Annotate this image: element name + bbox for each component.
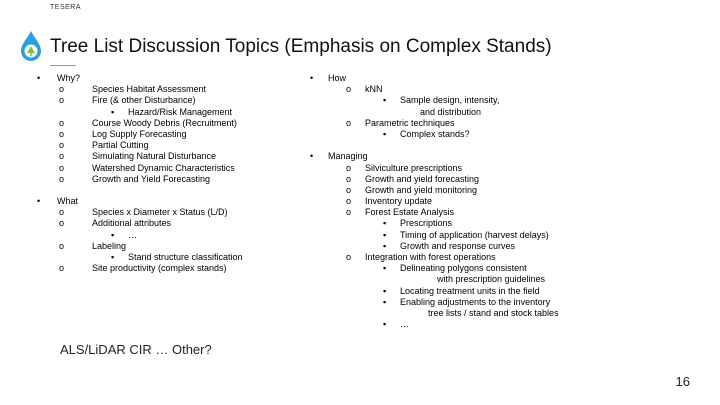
bullet-icon: o	[346, 162, 352, 173]
outline-item-text: Delineating polygons consistent	[400, 263, 527, 274]
outline-item-text: Inventory update	[365, 196, 433, 207]
outline-item-text: Managing	[328, 151, 368, 162]
outline-item-text: Growth and yield monitoring	[365, 184, 478, 195]
outline-item-text: Complex stands?	[400, 128, 470, 139]
outline-item-text: Parametric techniques	[365, 117, 455, 128]
outline-item-text: and distribution	[420, 106, 482, 117]
bullet-icon: ▪	[111, 229, 115, 240]
outline-item-text: Enabling adjustments to the inventory	[400, 296, 551, 307]
bullet-icon: ▪	[383, 285, 387, 296]
outline-item-text: Why?	[57, 73, 81, 83]
bullet-icon: o	[59, 151, 65, 162]
bullet-icon: ▪	[383, 218, 387, 229]
page-number: 16	[675, 374, 690, 389]
outline-item-text: …	[128, 229, 137, 240]
outline-item-text: How	[328, 73, 347, 83]
bullet-icon: o	[59, 263, 65, 274]
title-underline	[50, 65, 76, 66]
brand-name: TESERA	[50, 4, 82, 11]
bullet-icon: o	[59, 218, 65, 229]
outline-item-text: Hazard/Risk Management	[128, 106, 233, 117]
bullet-icon: ▪	[383, 229, 387, 240]
outline-item-text: Species Habitat Assessment	[92, 84, 207, 95]
bullet-icon: •	[37, 196, 41, 207]
bullet-icon: o	[346, 84, 352, 95]
outline-item-text: Sample design, intensity,	[400, 95, 500, 106]
tesera-logo-icon	[18, 30, 44, 62]
bullet-icon: o	[59, 207, 65, 218]
outline-item-text: tree lists / stand and stock tables	[428, 307, 559, 318]
bullet-icon: o	[346, 117, 352, 128]
bullet-icon: ▪	[383, 95, 387, 106]
outline-item-text: …	[400, 319, 409, 330]
bullet-icon: o	[59, 117, 65, 128]
page-title: Tree List Discussion Topics (Emphasis on Complex Stands)	[50, 36, 552, 57]
bullet-icon: o	[59, 128, 65, 139]
bullet-icon: o	[346, 184, 352, 195]
bullet-icon: •	[310, 73, 314, 83]
outline-item-text: Growth and response curves	[400, 240, 516, 251]
outline-item-text: Log Supply Forecasting	[92, 128, 187, 139]
bullet-icon: o	[59, 162, 65, 173]
outline-item-text: Silviculture prescriptions	[365, 162, 463, 173]
outline-item-text: Stand structure classification	[128, 252, 243, 262]
bullet-icon: o	[59, 140, 65, 151]
outline-item-text: Growth and yield forecasting	[365, 173, 480, 184]
bullet-icon: o	[346, 196, 352, 207]
bullet-icon: o	[59, 84, 65, 95]
bullet-icon: ▪	[111, 252, 115, 262]
outline-item-text: Labeling	[92, 240, 127, 251]
outline-item-text: Growth and Yield Forecasting	[92, 173, 211, 184]
bullet-icon: ▪	[383, 296, 387, 307]
outline-item-text: with prescription guidelines	[437, 274, 546, 285]
bullet-icon: ▪	[383, 240, 387, 251]
outline-item-text: Simulating Natural Disturbance	[92, 151, 217, 162]
outline-item-text: Timing of application (harvest delays)	[400, 229, 549, 240]
outline-item-text: kNN	[365, 84, 383, 95]
outline-item-text: Course Woody Debris (Recruitment)	[92, 117, 237, 128]
bullet-icon: ▪	[383, 128, 387, 139]
outline-item-text: Site productivity (complex stands)	[92, 263, 227, 274]
bullet-icon: ▪	[383, 263, 387, 274]
bullet-icon: o	[346, 252, 352, 262]
bullet-icon: o	[59, 95, 65, 106]
outline-item-text: Prescriptions	[400, 218, 453, 229]
bullet-icon: o	[346, 207, 352, 218]
footer-note: ALS/LiDAR CIR … Other?	[60, 342, 212, 357]
outline-item-text: Fire (& other Disturbance)	[92, 95, 196, 106]
outline-item-text: Locating treatment units in the field	[400, 285, 540, 296]
outline-item-text: Additional attributes	[92, 218, 172, 229]
outline-item-text: Partial Cutting	[92, 140, 149, 151]
outline-item-text: Forest Estate Analysis	[365, 207, 455, 218]
bullet-icon: ▪	[383, 319, 387, 330]
outline-item-text: Integration with forest operations	[365, 252, 496, 262]
outline-item-text: What	[57, 196, 79, 207]
bullet-icon: ▪	[111, 106, 115, 117]
bullet-icon: o	[59, 173, 65, 184]
bullet-icon: •	[310, 151, 314, 162]
outline-item-text: Species x Diameter x Status (L/D)	[92, 207, 228, 218]
bullet-icon: o	[346, 173, 352, 184]
outline-item-text: Watershed Dynamic Characteristics	[92, 162, 235, 173]
bullet-icon: o	[59, 240, 65, 251]
bullet-icon: •	[37, 73, 41, 83]
